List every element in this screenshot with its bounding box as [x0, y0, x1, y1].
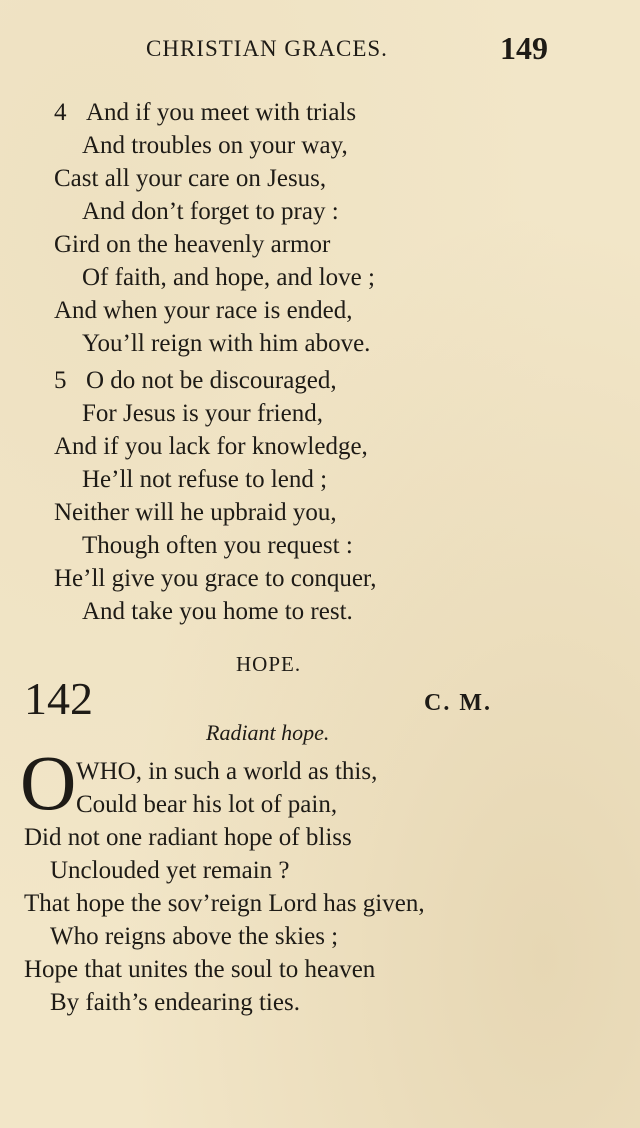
verse-number: 4 — [54, 99, 67, 126]
hymn-number: 142 — [24, 673, 93, 724]
verse-line: And troubles on your way, — [82, 132, 348, 159]
page-number: 149 — [500, 30, 548, 66]
verse-line: Neither will he upbraid you, — [54, 499, 337, 526]
verse-line: And don’t forget to pray : — [82, 198, 339, 225]
verse-line: Of faith, and hope, and love ; — [82, 264, 375, 291]
running-head: CHRISTIAN GRACES. — [146, 36, 388, 61]
hymn-subtitle: Radiant hope. — [206, 720, 330, 745]
hymn-line: Who reigns above the skies ; — [50, 923, 339, 950]
hymn-line: By faith’s endearing ties. — [50, 989, 300, 1016]
hymn-meter: C. M. — [424, 690, 492, 716]
hymn-verse — [0, 755, 425, 1019]
verse-line: And when your race is ended, — [54, 297, 353, 324]
verse-line-text: And if you meet with trials — [86, 99, 357, 126]
verse-line: You’ll reign with him above. — [82, 330, 371, 357]
hymn-line: Hope that unites the soul to heaven — [24, 956, 376, 983]
verse-line-text: O do not be discouraged, — [86, 367, 337, 394]
verse-5 — [0, 364, 377, 628]
verse-line: And take you home to rest. — [82, 598, 353, 625]
drop-cap: O — [20, 739, 77, 826]
verse-4 — [0, 96, 375, 360]
verse-line: Though often you request : — [82, 532, 353, 559]
verse-number: 5 — [54, 367, 67, 394]
section-title: HOPE. — [236, 652, 302, 676]
hymn-line: Unclouded yet remain ? — [50, 857, 290, 884]
verse-line: For Jesus is your friend, — [82, 400, 323, 427]
verse-line: He’ll give you grace to conquer, — [54, 565, 377, 592]
hymn-line: Could bear his lot of pain, — [76, 791, 338, 818]
hymn-line: That hope the sov’reign Lord has given, — [24, 890, 425, 917]
hymn-line: WHO, in such a world as this, — [76, 758, 378, 785]
verse-line: He’ll not refuse to lend ; — [82, 466, 328, 493]
verse-line: Cast all your care on Jesus, — [54, 165, 327, 192]
verse-line: And if you lack for knowledge, — [54, 433, 368, 460]
verse-line: Gird on the heavenly armor — [54, 231, 331, 258]
verse-line — [0, 364, 377, 397]
verse-line — [0, 96, 375, 129]
hymn-line: Did not one radiant hope of bliss — [24, 824, 352, 851]
